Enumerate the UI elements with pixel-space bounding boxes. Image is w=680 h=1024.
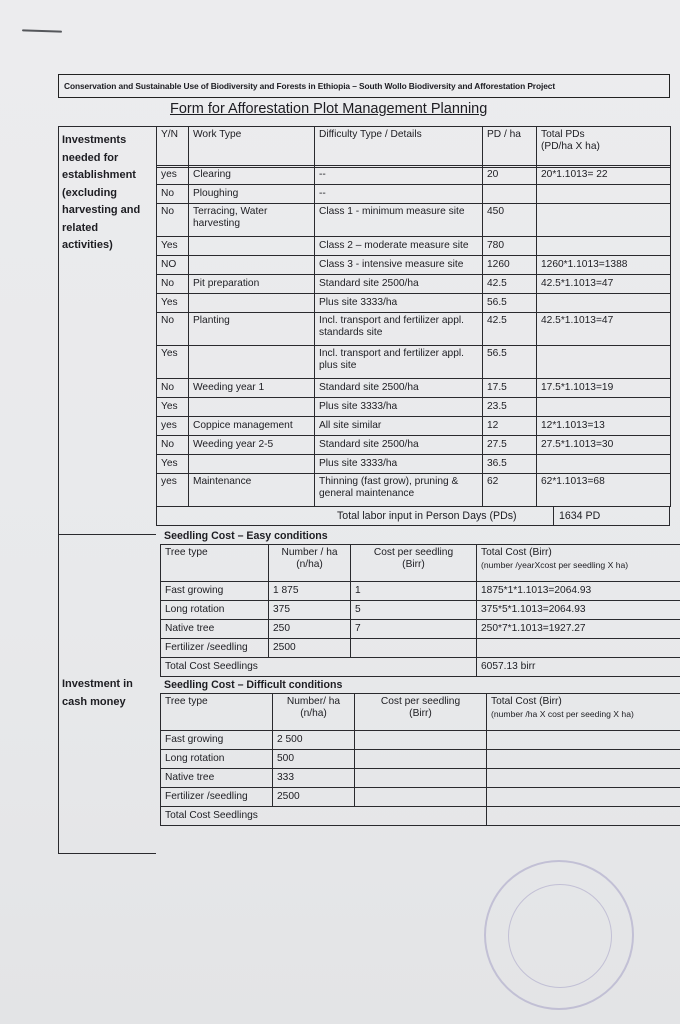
labor-total-label: Total labor input in Person Days (PDs) (337, 510, 517, 522)
easy-row (161, 582, 680, 601)
difficult-tree-cell: Fertilizer /seedling (161, 788, 273, 807)
labor-total-cell: 42.5*1.1013=47 (537, 313, 671, 346)
labor-row (157, 398, 671, 417)
labor-yn-cell: Yes (157, 294, 189, 313)
labor-pd-cell (483, 185, 537, 204)
labor-difficulty-cell: Standard site 2500/ha (315, 436, 483, 455)
labor-yn-cell: No (157, 185, 189, 204)
labor-work-cell: Weeding year 1 (189, 379, 315, 398)
easy-seedling-table (160, 544, 680, 677)
easy-row (161, 601, 680, 620)
labor-row (157, 436, 671, 455)
easy-total-cell: 375*5*1.1013=2064.93 (477, 601, 680, 620)
difficult-cost-cell (355, 731, 487, 750)
labor-pd-cell: 27.5 (483, 436, 537, 455)
difficult-table-header (161, 694, 680, 731)
header-difficulty: Difficulty Type / Details (315, 127, 483, 168)
labor-row (157, 275, 671, 294)
easy-row (161, 639, 680, 658)
labor-yn-cell: No (157, 204, 189, 237)
difficult-row (161, 750, 680, 769)
labor-work-cell (189, 398, 315, 417)
labor-work-cell: Clearing (189, 166, 315, 185)
labor-work-cell (189, 294, 315, 313)
labor-work-cell: Planting (189, 313, 315, 346)
labor-total-cell: 42.5*1.1013=47 (537, 275, 671, 294)
labor-difficulty-cell: Class 1 - minimum measure site (315, 204, 483, 237)
difficult-total-cell (487, 788, 680, 807)
labor-difficulty-cell: Plus site 3333/ha (315, 294, 483, 313)
labor-yn-cell: Yes (157, 346, 189, 379)
labor-yn-cell: yes (157, 474, 189, 507)
easy-total-value: 6057.13 birr (477, 658, 680, 677)
easy-number-cell: 1 875 (269, 582, 351, 601)
easy-cost-cell: 7 (351, 620, 477, 639)
labor-difficulty-cell: Thinning (fast grow), pruning & general maintenance (315, 474, 483, 507)
labor-total-cell: 17.5*1.1013=19 (537, 379, 671, 398)
labor-row (157, 204, 671, 237)
labor-work-cell (189, 256, 315, 275)
labor-pd-cell: 56.5 (483, 346, 537, 379)
difficult-tree-cell: Fast growing (161, 731, 273, 750)
easy-tree-cell: Fast growing (161, 582, 269, 601)
labor-row (157, 455, 671, 474)
labor-yn-cell: NO (157, 256, 189, 275)
labor-row (157, 237, 671, 256)
easy-row (161, 620, 680, 639)
labor-pd-cell: 42.5 (483, 275, 537, 294)
labor-work-cell (189, 237, 315, 256)
labor-yn-cell: Yes (157, 237, 189, 256)
easy-table-header (161, 545, 680, 582)
labor-total-value: 1634 PD (553, 507, 600, 525)
labor-yn-cell: Yes (157, 455, 189, 474)
labor-work-cell (189, 455, 315, 474)
labor-work-cell: Ploughing (189, 185, 315, 204)
labor-pd-cell: 20 (483, 166, 537, 185)
labor-row (157, 474, 671, 507)
labor-total-cell (537, 455, 671, 474)
section-label-cash-money: Investment in cash money (62, 678, 133, 708)
labor-work-cell: Maintenance (189, 474, 315, 507)
header-yn: Y/N (157, 127, 189, 168)
labor-difficulty-cell: Standard site 2500/ha (315, 275, 483, 294)
labor-pd-cell: 1260 (483, 256, 537, 275)
labor-row (157, 256, 671, 275)
labor-pd-cell: 23.5 (483, 398, 537, 417)
labor-total-cell (537, 398, 671, 417)
labor-pd-cell: 56.5 (483, 294, 537, 313)
labor-total-cell (537, 204, 671, 237)
labor-table-header (157, 127, 671, 168)
labor-total-cell (537, 237, 671, 256)
labor-table (156, 126, 671, 168)
difficult-header-number: Number/ ha (n/ha) (273, 694, 355, 731)
labor-pd-cell: 42.5 (483, 313, 537, 346)
labor-total-cell: 1260*1.1013=1388 (537, 256, 671, 275)
easy-total-cell: 1875*1*1.1013=2064.93 (477, 582, 680, 601)
difficult-section-title: Seedling Cost – Difficult conditions (164, 679, 343, 691)
labor-total-cell: 27.5*1.1013=30 (537, 436, 671, 455)
easy-header-number: Number / ha (n/ha) (269, 545, 351, 582)
header-work-type: Work Type (189, 127, 315, 168)
labor-yn-cell: Yes (157, 398, 189, 417)
difficult-row (161, 731, 680, 750)
easy-total-cell: 250*7*1.1013=1927.27 (477, 620, 680, 639)
project-header: Conservation and Sustainable Use of Biodiversity and Forests in Ethiopia – South Wollo Biodiversity and Afforestation Project (58, 74, 670, 98)
easy-tree-cell: Long rotation (161, 601, 269, 620)
header-total-pds: Total PDs (PD/ha X ha) (537, 127, 671, 168)
labor-row (157, 166, 671, 185)
difficult-tree-cell: Native tree (161, 769, 273, 788)
difficult-total-row (161, 807, 680, 826)
difficult-header-tree: Tree type (161, 694, 273, 731)
easy-total-row (161, 658, 680, 677)
labor-total-cell (537, 346, 671, 379)
labor-pd-cell: 450 (483, 204, 537, 237)
labor-work-cell: Pit preparation (189, 275, 315, 294)
labor-yn-cell: No (157, 275, 189, 294)
labor-total-cell: 12*1.1013=13 (537, 417, 671, 436)
labor-row (157, 185, 671, 204)
difficult-header-cost: Cost per seedling (Birr) (355, 694, 487, 731)
form-title: Form for Afforestation Plot Management Planning (170, 101, 488, 117)
labor-total-cell (537, 185, 671, 204)
easy-header-cost: Cost per seedling (Birr) (351, 545, 477, 582)
easy-header-total: Total Cost (Birr) (number /yearXcost per seedling X ha) (477, 545, 680, 582)
difficult-number-cell: 500 (273, 750, 355, 769)
difficult-number-cell: 2500 (273, 788, 355, 807)
difficult-total-cell (487, 731, 680, 750)
header-pd-ha: PD / ha (483, 127, 537, 168)
difficult-cost-cell (355, 788, 487, 807)
section-label-investments: Investments needed for establishment (excluding harvesting and related activities) (62, 134, 141, 251)
labor-row (157, 417, 671, 436)
labor-pd-cell: 62 (483, 474, 537, 507)
easy-number-cell: 375 (269, 601, 351, 620)
labor-pd-cell: 12 (483, 417, 537, 436)
labor-yn-cell: yes (157, 166, 189, 185)
labor-difficulty-cell: Class 2 – moderate measure site (315, 237, 483, 256)
difficult-seedling-table (160, 693, 680, 826)
difficult-total-cell (487, 750, 680, 769)
labor-work-cell: Coppice management (189, 417, 315, 436)
easy-tree-cell: Fertilizer /seedling (161, 639, 269, 658)
difficult-total-label: Total Cost Seedlings (161, 807, 487, 826)
easy-number-cell: 2500 (269, 639, 351, 658)
labor-work-cell (189, 346, 315, 379)
labor-difficulty-cell: Incl. transport and fertilizer appl. plus site (315, 346, 483, 379)
labor-row (157, 379, 671, 398)
difficult-cost-cell (355, 769, 487, 788)
labor-yn-cell: No (157, 379, 189, 398)
labor-total-row (156, 506, 670, 526)
labor-difficulty-cell: Class 3 - intensive measure site (315, 256, 483, 275)
difficult-total-cell (487, 769, 680, 788)
difficult-tree-cell: Long rotation (161, 750, 273, 769)
labor-row (157, 294, 671, 313)
labor-yn-cell: No (157, 313, 189, 346)
easy-cost-cell: 1 (351, 582, 477, 601)
labor-difficulty-cell: All site similar (315, 417, 483, 436)
official-seal-stamp-icon (484, 860, 634, 1010)
difficult-number-cell: 2 500 (273, 731, 355, 750)
easy-header-tree: Tree type (161, 545, 269, 582)
labor-difficulty-cell: Plus site 3333/ha (315, 455, 483, 474)
easy-section-title: Seedling Cost – Easy conditions (164, 530, 328, 542)
easy-cost-cell (351, 639, 477, 658)
labor-row (157, 346, 671, 379)
labor-difficulty-cell: Incl. transport and fertilizer appl. standards site (315, 313, 483, 346)
labor-pd-cell: 36.5 (483, 455, 537, 474)
easy-total-cell (477, 639, 680, 658)
section2-border (58, 535, 156, 854)
easy-cost-cell: 5 (351, 601, 477, 620)
labor-difficulty-cell: Plus site 3333/ha (315, 398, 483, 417)
easy-tree-cell: Native tree (161, 620, 269, 639)
difficult-cost-cell (355, 750, 487, 769)
labor-yn-cell: yes (157, 417, 189, 436)
labor-difficulty-cell: -- (315, 166, 483, 185)
easy-number-cell: 250 (269, 620, 351, 639)
labor-table-body (156, 165, 671, 507)
labor-difficulty-cell: Standard site 2500/ha (315, 379, 483, 398)
labor-total-cell (537, 294, 671, 313)
labor-total-cell: 62*1.1013=68 (537, 474, 671, 507)
difficult-header-total: Total Cost (Birr) (number /ha X cost per seeding X ha) (487, 694, 680, 731)
labor-row (157, 313, 671, 346)
difficult-total-value (487, 807, 680, 826)
labor-work-cell: Terracing, Water harvesting (189, 204, 315, 237)
labor-difficulty-cell: -- (315, 185, 483, 204)
easy-total-label: Total Cost Seedlings (161, 658, 477, 677)
difficult-row (161, 788, 680, 807)
labor-work-cell: Weeding year 2-5 (189, 436, 315, 455)
pen-mark (22, 29, 62, 32)
difficult-row (161, 769, 680, 788)
labor-yn-cell: No (157, 436, 189, 455)
form-frame (58, 74, 672, 854)
difficult-number-cell: 333 (273, 769, 355, 788)
labor-pd-cell: 780 (483, 237, 537, 256)
section1-border (58, 126, 156, 535)
labor-total-cell: 20*1.1013= 22 (537, 166, 671, 185)
labor-pd-cell: 17.5 (483, 379, 537, 398)
